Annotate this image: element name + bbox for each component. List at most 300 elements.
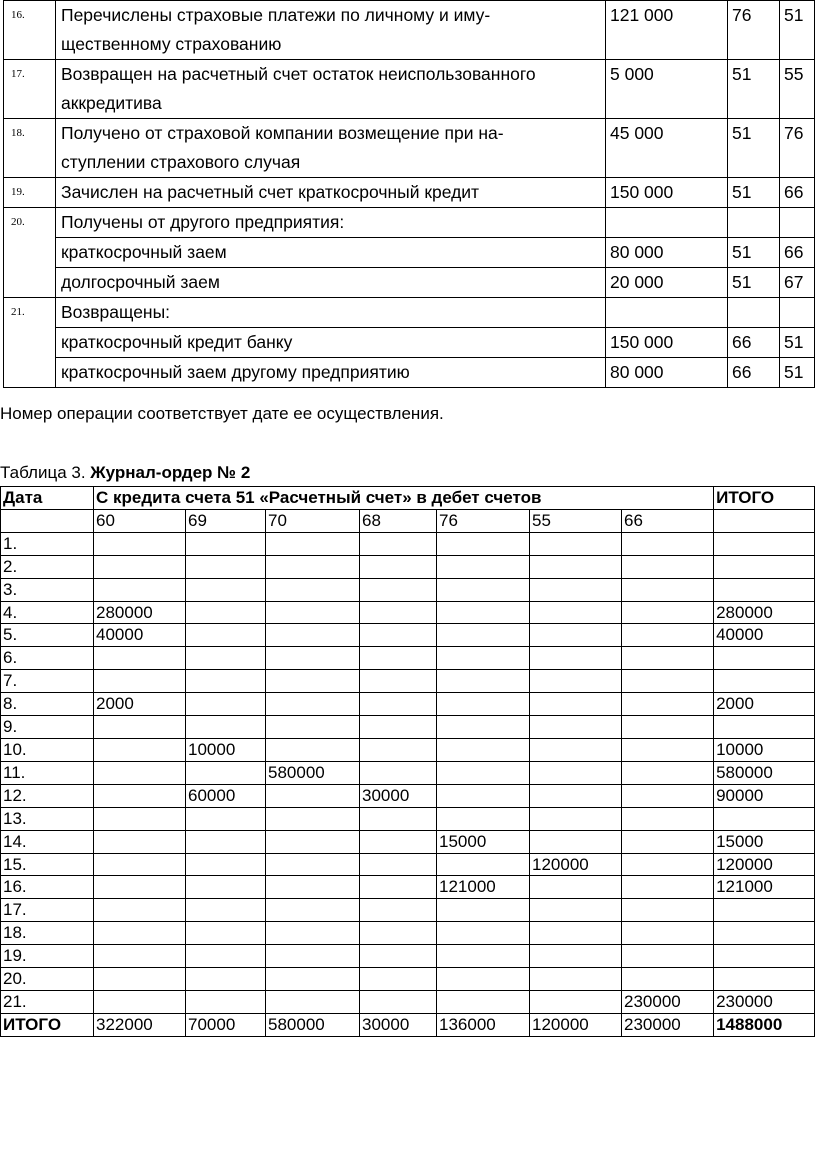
amount-cell: 580000 xyxy=(266,761,360,784)
row-total-cell: 230000 xyxy=(714,990,815,1013)
column-total-cell: 30000 xyxy=(360,1013,437,1036)
amount-cell xyxy=(94,578,186,601)
operation-amount: 150 000 xyxy=(606,328,728,358)
journal-row xyxy=(1,624,815,647)
amount-cell xyxy=(94,899,186,922)
amount-cell xyxy=(186,876,266,899)
amount-cell xyxy=(360,716,437,739)
amount-cell xyxy=(94,945,186,968)
operation-description: долгосрочный заем xyxy=(56,268,606,298)
operation-number: 21. xyxy=(4,298,56,388)
row-total-cell: 120000 xyxy=(714,853,815,876)
credit-account xyxy=(780,208,815,238)
amount-cell xyxy=(437,601,530,624)
operation-amount: 121 000 xyxy=(606,1,728,60)
amount-cell xyxy=(266,555,360,578)
amount-cell xyxy=(437,578,530,601)
amount-cell xyxy=(530,647,622,670)
amount-cell xyxy=(186,830,266,853)
amount-cell xyxy=(186,601,266,624)
amount-cell xyxy=(622,555,714,578)
journal-row xyxy=(1,693,815,716)
journal-row xyxy=(1,945,815,968)
description-line: щественному страхованию xyxy=(61,34,282,54)
debit-account xyxy=(728,298,780,328)
amount-cell xyxy=(94,876,186,899)
amount-cell xyxy=(437,990,530,1013)
amount-cell xyxy=(530,876,622,899)
description-line: Получено от страховой компании возмещение при на- xyxy=(61,123,504,143)
amount-cell xyxy=(622,738,714,761)
operation-amount xyxy=(606,298,728,328)
row-total-cell xyxy=(714,899,815,922)
amount-cell: 121000 xyxy=(437,876,530,899)
total-header: ИТОГО xyxy=(714,487,815,510)
operation-description: краткосрочный кредит банку xyxy=(56,328,606,358)
credit-account: 51 xyxy=(780,1,815,60)
operation-amount xyxy=(606,208,728,238)
amount-cell xyxy=(622,807,714,830)
date-cell: 7. xyxy=(1,670,94,693)
amount-cell xyxy=(186,647,266,670)
amount-cell xyxy=(186,624,266,647)
grand-total-cell: 1488000 xyxy=(714,1013,815,1036)
amount-cell xyxy=(94,807,186,830)
amount-cell xyxy=(530,693,622,716)
amount-cell xyxy=(186,922,266,945)
caption-prefix: Таблица 3. xyxy=(0,463,91,482)
account-number: 60 xyxy=(94,509,186,532)
amount-cell: 230000 xyxy=(622,990,714,1013)
date-cell: 11. xyxy=(1,761,94,784)
amount-cell xyxy=(622,899,714,922)
credit-account: 66 xyxy=(780,238,815,268)
row-total-cell xyxy=(714,968,815,991)
amount-cell xyxy=(530,990,622,1013)
operation-row xyxy=(4,119,815,178)
date-cell: 18. xyxy=(1,922,94,945)
journal-row xyxy=(1,830,815,853)
debit-account: 66 xyxy=(728,358,780,388)
amount-cell xyxy=(186,716,266,739)
row-total-cell xyxy=(714,647,815,670)
debit-account: 66 xyxy=(728,328,780,358)
amount-cell xyxy=(622,624,714,647)
row-total-cell xyxy=(714,578,815,601)
debit-account: 51 xyxy=(728,178,780,208)
amount-cell xyxy=(622,670,714,693)
amount-cell xyxy=(360,624,437,647)
amount-cell xyxy=(622,922,714,945)
credit-account: 67 xyxy=(780,268,815,298)
operation-row xyxy=(4,1,815,60)
debit-account: 51 xyxy=(728,60,780,119)
row-total-cell xyxy=(714,807,815,830)
amount-cell xyxy=(622,830,714,853)
date-cell: 19. xyxy=(1,945,94,968)
amount-cell xyxy=(437,761,530,784)
journal-row xyxy=(1,968,815,991)
amount-cell xyxy=(266,532,360,555)
amount-cell xyxy=(360,693,437,716)
amount-cell xyxy=(94,761,186,784)
account-number: 69 xyxy=(186,509,266,532)
amount-cell xyxy=(437,738,530,761)
amount-cell xyxy=(437,945,530,968)
amount-cell xyxy=(266,853,360,876)
amount-cell xyxy=(266,601,360,624)
date-cell: 16. xyxy=(1,876,94,899)
date-cell: 1. xyxy=(1,532,94,555)
description-line: Зачислен на расчетный счет краткосрочный кредит xyxy=(61,182,480,202)
account-header-row xyxy=(1,509,815,532)
journal-row xyxy=(1,601,815,624)
date-cell: 17. xyxy=(1,899,94,922)
account-number: 70 xyxy=(266,509,360,532)
date-cell: 10. xyxy=(1,738,94,761)
operation-amount: 150 000 xyxy=(606,178,728,208)
amount-cell xyxy=(437,670,530,693)
credit-account xyxy=(780,298,815,328)
row-total-cell: 10000 xyxy=(714,738,815,761)
credit-account: 76 xyxy=(780,119,815,178)
date-cell: 6. xyxy=(1,647,94,670)
operation-subrow xyxy=(4,268,815,298)
column-total-cell: 136000 xyxy=(437,1013,530,1036)
amount-cell xyxy=(622,853,714,876)
amount-cell xyxy=(530,761,622,784)
journal-total-row xyxy=(1,1013,815,1036)
description-line: ступлении страхового случая xyxy=(61,152,301,172)
amount-cell xyxy=(266,830,360,853)
amount-cell xyxy=(360,922,437,945)
amount-cell xyxy=(266,738,360,761)
description-line: Возвращен на расчетный счет остаток неиспользованного xyxy=(61,64,536,84)
amount-cell xyxy=(266,945,360,968)
journal-row xyxy=(1,876,815,899)
amount-cell xyxy=(94,922,186,945)
debit-account: 51 xyxy=(728,238,780,268)
amount-cell xyxy=(622,784,714,807)
empty-cell xyxy=(1,509,94,532)
amount-cell xyxy=(437,784,530,807)
row-total-cell: 40000 xyxy=(714,624,815,647)
description-line: аккредитива xyxy=(61,93,162,113)
journal-row xyxy=(1,738,815,761)
amount-cell xyxy=(186,853,266,876)
journal-order-table xyxy=(0,486,815,1037)
journal-row xyxy=(1,922,815,945)
amount-cell: 40000 xyxy=(94,624,186,647)
amount-cell xyxy=(360,945,437,968)
date-cell: 4. xyxy=(1,601,94,624)
operation-number: 19. xyxy=(4,178,56,208)
amount-cell xyxy=(360,761,437,784)
date-cell: 3. xyxy=(1,578,94,601)
amount-cell xyxy=(360,807,437,830)
row-total-cell xyxy=(714,716,815,739)
amount-cell xyxy=(94,990,186,1013)
amount-cell xyxy=(622,876,714,899)
amount-cell xyxy=(437,624,530,647)
account-number: 76 xyxy=(437,509,530,532)
row-total-cell: 2000 xyxy=(714,693,815,716)
amount-cell xyxy=(186,670,266,693)
journal-row xyxy=(1,716,815,739)
amount-cell xyxy=(94,647,186,670)
credit-account: 51 xyxy=(780,358,815,388)
operation-amount: 80 000 xyxy=(606,238,728,268)
amount-cell xyxy=(94,968,186,991)
amount-cell xyxy=(266,624,360,647)
amount-cell xyxy=(186,761,266,784)
row-total-cell: 580000 xyxy=(714,761,815,784)
amount-cell: 10000 xyxy=(186,738,266,761)
amount-cell xyxy=(530,670,622,693)
operation-description xyxy=(56,60,606,119)
column-total-cell: 580000 xyxy=(266,1013,360,1036)
amount-cell xyxy=(266,807,360,830)
date-cell: 12. xyxy=(1,784,94,807)
journal-row xyxy=(1,784,815,807)
journal-row xyxy=(1,647,815,670)
amount-cell xyxy=(530,738,622,761)
amount-cell xyxy=(622,945,714,968)
amount-cell xyxy=(94,716,186,739)
amount-cell xyxy=(530,601,622,624)
amount-cell xyxy=(266,968,360,991)
amount-cell xyxy=(266,693,360,716)
journal-row xyxy=(1,532,815,555)
journal-header-row xyxy=(1,487,815,510)
date-cell: 13. xyxy=(1,807,94,830)
amount-cell xyxy=(266,647,360,670)
amount-cell xyxy=(622,532,714,555)
debit-account: 51 xyxy=(728,119,780,178)
amount-cell xyxy=(530,784,622,807)
caption-title: Журнал-ордер № 2 xyxy=(90,463,251,482)
amount-cell xyxy=(622,601,714,624)
amount-cell xyxy=(186,555,266,578)
amount-cell xyxy=(266,670,360,693)
credit-account: 55 xyxy=(780,60,815,119)
amount-cell: 2000 xyxy=(94,693,186,716)
amount-cell xyxy=(360,670,437,693)
operation-amount: 80 000 xyxy=(606,358,728,388)
amount-cell xyxy=(360,601,437,624)
column-total-cell: 120000 xyxy=(530,1013,622,1036)
operation-amount: 5 000 xyxy=(606,60,728,119)
operation-number: 16. xyxy=(4,1,56,60)
operation-row xyxy=(4,60,815,119)
amount-cell xyxy=(186,693,266,716)
empty-cell xyxy=(714,509,815,532)
amount-cell xyxy=(530,830,622,853)
amount-cell xyxy=(360,532,437,555)
row-total-cell xyxy=(714,945,815,968)
amount-cell xyxy=(437,807,530,830)
journal-row xyxy=(1,578,815,601)
column-total-cell: 230000 xyxy=(622,1013,714,1036)
amount-cell xyxy=(186,899,266,922)
row-total-cell: 15000 xyxy=(714,830,815,853)
amount-cell xyxy=(360,899,437,922)
amount-cell xyxy=(622,647,714,670)
amount-cell xyxy=(360,738,437,761)
amount-cell xyxy=(266,578,360,601)
amount-cell xyxy=(437,899,530,922)
amount-cell xyxy=(360,647,437,670)
amount-cell xyxy=(266,922,360,945)
amount-cell xyxy=(530,624,622,647)
date-cell: 9. xyxy=(1,716,94,739)
amount-cell xyxy=(94,830,186,853)
amount-cell xyxy=(437,922,530,945)
amount-cell xyxy=(186,578,266,601)
journal-row xyxy=(1,761,815,784)
amount-cell xyxy=(94,532,186,555)
amount-cell: 120000 xyxy=(530,853,622,876)
amount-cell xyxy=(622,716,714,739)
amount-cell xyxy=(266,784,360,807)
column-total-cell: 70000 xyxy=(186,1013,266,1036)
operation-number: 20. xyxy=(4,208,56,298)
operation-description xyxy=(56,1,606,60)
amount-cell xyxy=(94,670,186,693)
row-total-cell: 121000 xyxy=(714,876,815,899)
operation-description: Получены от другого предприятия: xyxy=(56,208,606,238)
row-total-cell xyxy=(714,555,815,578)
amount-cell xyxy=(622,761,714,784)
operation-subrow xyxy=(4,328,815,358)
credit-account: 51 xyxy=(780,328,815,358)
amount-cell xyxy=(622,693,714,716)
amount-cell xyxy=(530,922,622,945)
amount-cell xyxy=(360,853,437,876)
amount-cell xyxy=(622,968,714,991)
amount-cell xyxy=(360,578,437,601)
amount-cell xyxy=(186,807,266,830)
amount-cell xyxy=(530,532,622,555)
row-total-cell: 280000 xyxy=(714,601,815,624)
date-cell: 2. xyxy=(1,555,94,578)
operation-number: 17. xyxy=(4,60,56,119)
amount-cell xyxy=(266,876,360,899)
operation-subrow xyxy=(4,358,815,388)
amount-cell xyxy=(186,532,266,555)
date-cell: 20. xyxy=(1,968,94,991)
amount-cell xyxy=(186,990,266,1013)
row-total-cell: 90000 xyxy=(714,784,815,807)
amount-cell xyxy=(437,555,530,578)
operation-number: 18. xyxy=(4,119,56,178)
amount-cell xyxy=(437,647,530,670)
date-cell: 5. xyxy=(1,624,94,647)
amount-cell xyxy=(530,807,622,830)
table-caption xyxy=(0,461,250,485)
journal-row xyxy=(1,670,815,693)
operation-description: краткосрочный заем другому предприятию xyxy=(56,358,606,388)
journal-row xyxy=(1,990,815,1013)
amount-cell xyxy=(530,945,622,968)
amount-cell xyxy=(266,990,360,1013)
amount-cell: 60000 xyxy=(186,784,266,807)
amount-cell xyxy=(94,738,186,761)
account-number: 66 xyxy=(622,509,714,532)
operations-note: Номер операции соответствует дате ее осуществления. xyxy=(0,404,444,423)
date-cell: 14. xyxy=(1,830,94,853)
journal-row xyxy=(1,555,815,578)
account-number: 68 xyxy=(360,509,437,532)
amount-cell xyxy=(437,853,530,876)
operation-description xyxy=(56,119,606,178)
amount-cell xyxy=(360,968,437,991)
amount-cell xyxy=(186,968,266,991)
journal-row xyxy=(1,807,815,830)
operations-table xyxy=(3,0,815,388)
amount-cell xyxy=(437,693,530,716)
debit-account: 51 xyxy=(728,268,780,298)
amount-cell xyxy=(437,968,530,991)
operation-amount: 20 000 xyxy=(606,268,728,298)
operation-description xyxy=(56,178,606,208)
row-total-cell xyxy=(714,922,815,945)
operation-row xyxy=(4,298,815,328)
operation-description: Возвращены: xyxy=(56,298,606,328)
debit-account: 76 xyxy=(728,1,780,60)
credit-account: 66 xyxy=(780,178,815,208)
operation-row xyxy=(4,178,815,208)
amount-cell xyxy=(437,716,530,739)
credit-account-header: С кредита счета 51 «Расчетный счет» в дебет счетов xyxy=(94,487,714,510)
total-label: ИТОГО xyxy=(1,1013,94,1036)
amount-cell xyxy=(530,555,622,578)
column-total-cell: 322000 xyxy=(94,1013,186,1036)
description-line: Перечислены страховые платежи по личному и иму- xyxy=(61,5,491,25)
amount-cell xyxy=(186,945,266,968)
amount-cell xyxy=(437,532,530,555)
journal-row xyxy=(1,899,815,922)
debit-account xyxy=(728,208,780,238)
operation-subrow xyxy=(4,238,815,268)
amount-cell xyxy=(360,555,437,578)
date-cell: 21. xyxy=(1,990,94,1013)
date-cell: 15. xyxy=(1,853,94,876)
amount-cell xyxy=(94,853,186,876)
row-total-cell xyxy=(714,670,815,693)
amount-cell xyxy=(530,899,622,922)
amount-cell xyxy=(94,784,186,807)
row-total-cell xyxy=(714,532,815,555)
operation-row xyxy=(4,208,815,238)
amount-cell: 30000 xyxy=(360,784,437,807)
amount-cell xyxy=(622,578,714,601)
amount-cell xyxy=(360,990,437,1013)
operation-amount: 45 000 xyxy=(606,119,728,178)
operation-description: краткосрочный заем xyxy=(56,238,606,268)
date-header: Дата xyxy=(1,487,94,510)
amount-cell xyxy=(530,968,622,991)
amount-cell: 15000 xyxy=(437,830,530,853)
amount-cell xyxy=(360,876,437,899)
amount-cell: 280000 xyxy=(94,601,186,624)
amount-cell xyxy=(530,716,622,739)
journal-row xyxy=(1,853,815,876)
amount-cell xyxy=(266,899,360,922)
amount-cell xyxy=(530,578,622,601)
amount-cell xyxy=(94,555,186,578)
account-number: 55 xyxy=(530,509,622,532)
